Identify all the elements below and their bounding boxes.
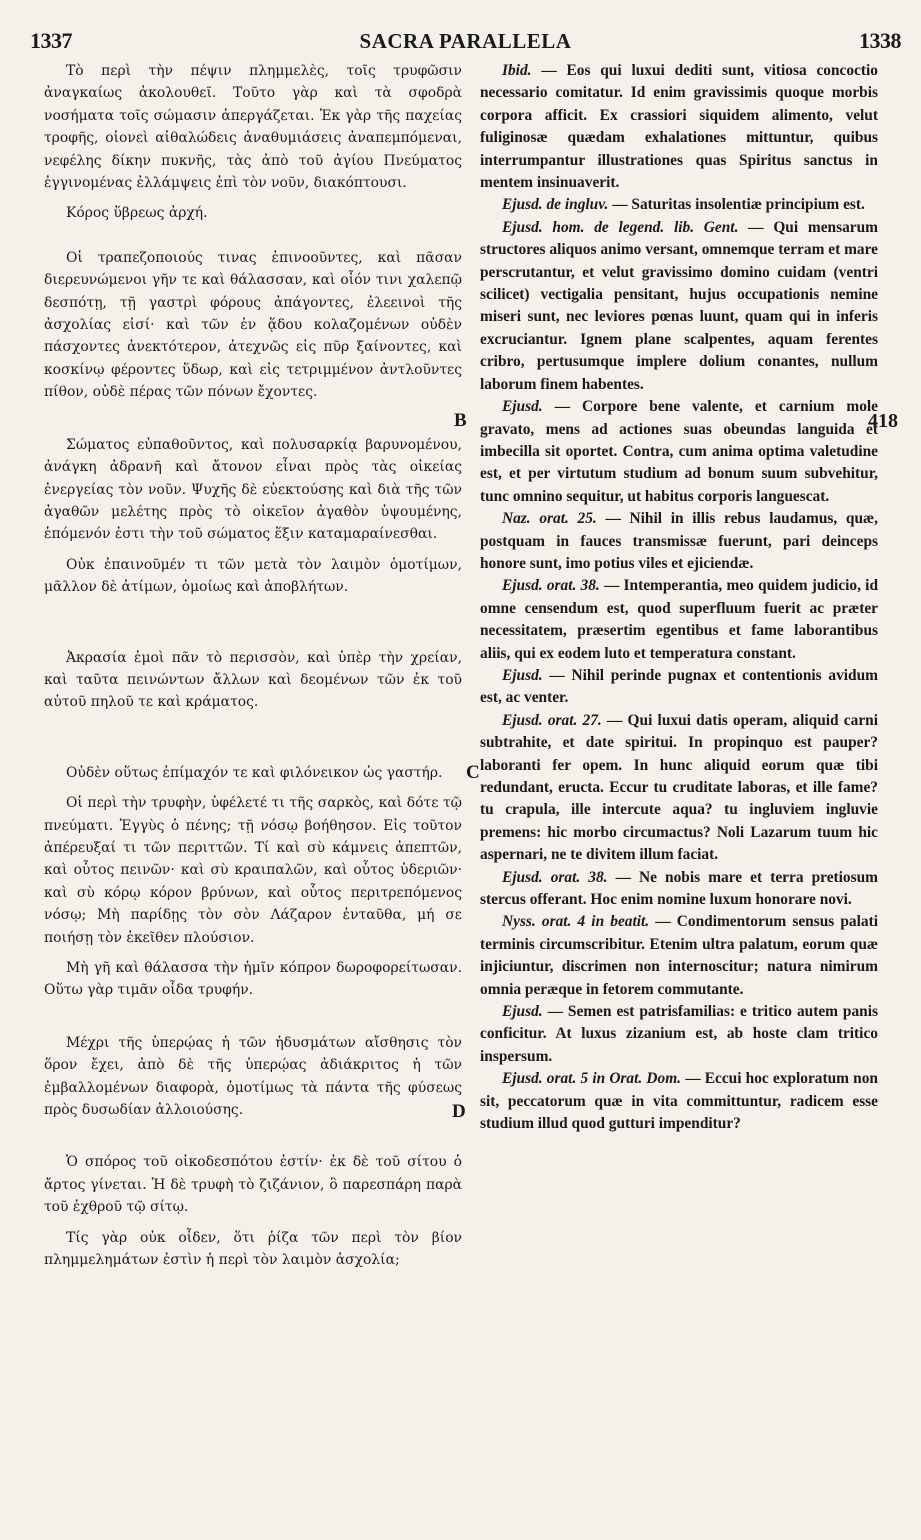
citation: Ibid. (502, 62, 532, 79)
latin-text: — Ne nobis mare et terra pretiosum stercus offerant. Hoc enim nomine luxum honorare novi. (480, 868, 878, 909)
latin-paragraph (480, 665, 878, 710)
greek-paragraph: Οἱ περὶ τὴν τρυφὴν, ὑφέλετέ τι τῆς σαρκὸς, καὶ δότε τῷ πνεύματι. Ἐγγὺς ὁ πένης; τῇ νόσῳ βοήθησον. Εἰς τοῦτον ἀπέρευξαί τι τῶν περιττῶν. Τί καὶ σὺ κάμνεις ἀπεπτῶν, καὶ οὗτος πεινῶν· καὶ σὺ κραιπαλῶν, καὶ οὗτος ὑδεριῶν· καὶ σὺ κόρῳ κόρον βρύνων, καὶ οὗτος περιτρεπόμενος νόσῳ; Μὴ παρίδῃς τὸν σὸν Λάζαρον ἐνταῦθα, μή σε ποιήσῃ τὸν ἐκεῖθεν πλούσιον. (44, 795, 462, 946)
margin-marker-b: B (454, 410, 467, 431)
latin-paragraph (480, 396, 878, 508)
greek-paragraph: Τὸ περὶ τὴν πέψιν πλημμελὲς, τοῖς τρυφῶσιν ἀναγκαίως ἀκολουθεῖ. Τοῦτο γὰρ καὶ τὰ σφοδρὰ νοσήματα τοῖς σώμασιν ἀπεργάζεται. Ἐκ γὰρ τῆς παχείας τροφῆς, οἱονεὶ αἰθαλώδεις ἀναθυμιάσεις ἀναπεμπόμεναι, νεφέλης δίκην πυκνῆς, τὰς ἀπὸ τοῦ ἁγίου Πνεύματος ἐγγινομένας ἐλλάμψεις ἐπὶ τὸν νοῦν, διακόπτουσι. (44, 63, 462, 192)
citation: Ejusd. hom. de legend. lib. Gent. (502, 218, 739, 236)
citation: Ejusd. (502, 398, 543, 416)
citation: Naz. orat. 25. (502, 510, 597, 528)
greek-paragraph: Οὐκ ἐπαινοῦμέν τι τῶν μετὰ τὸν λαιμὸν ὁμοτίμων, μᾶλλον δὲ ἀτίμων, ὁμοίως καὶ ἀποβλήτων. (44, 556, 462, 596)
latin-paragraph (480, 508, 878, 575)
latin-paragraph (480, 217, 878, 396)
latin-text: — Intemperantia, meo quidem judicio, id omne censendum est, quod superfluum fuerit ac præter necessitatem, præsertim egentibus et fame laborantibus aliis, qui ex eodem luto et temperatura constant. (480, 577, 878, 662)
latin-text: — Corpore bene valente, et carnium mole gravato, mens ad actiones suas obeundas languida et imbecilla sit oportet. Contra, cum anima optima valetudine est, et per virtutum studium ad bonum suum subvehitur, tunc omnino sequitur, ut habitus corporis languescat. (480, 398, 878, 505)
citation: Ejusd. orat. 38. (502, 577, 600, 595)
greek-paragraph: Ἀκρασία ἐμοὶ πᾶν τὸ περισσὸν, καὶ ὑπὲρ τὴν χρείαν, καὶ ταῦτα πεινώντων ἄλλων καὶ δεομένων τῶν ἐκ τοῦ αὐτοῦ πηλοῦ τε καὶ κράματος. (44, 649, 462, 711)
greek-paragraph: Οἱ τραπεζοποιούς τινας ἐπινοοῦντες, καὶ πᾶσαν διερευνώμενοι γῆν τε καὶ θάλασσαν, καὶ οἷόν τινι χαλεπῷ δεσπότῃ, τῇ γαστρὶ φόρους ἀπάγοντες, ἐλεεινοὶ τῆς ἀσχολίας εἰσί· καὶ τῶν ἐν ᾅδου κολαζομένων οὐδὲν πάσχοντες ἀνεκτότερον, ἀτεχνῶς εἰς πῦρ ξαίνοντες, καὶ κοσκίνῳ φέροντες ὕδωρ, καὶ εἰς τετριμμένον ἀντλοῦντες πίθον, οὐδὲ πέρας τῶν πόνων ἔχοντες. (44, 249, 462, 401)
greek-paragraph: Σώματος εὐπαθοῦντος, καὶ πολυσαρκίᾳ βαρυνομένου, ἀνάγκη ἀδρανῆ καὶ ἄτονον εἶναι πρὸς τὰς οἰκείας ἐνεργείας τὸν νοῦν. Ψυχῆς δὲ εὐεκτούσης καὶ διὰ τῆς τῶν ἀγαθῶν μελέτης πρὸς τὸ οἰκεῖον ἀγαθὸν ὑψουμένης, ἑπόμενόν ἐστι τὴν τοῦ σώματος ἕξιν καταμαραίνεσθαι. (44, 436, 462, 543)
latin-text: — Nihil in illis rebus laudamus, quæ, postquam in fauces transmissæ fuerunt, pari deinceps honore sunt, imo potius viles et ejiciendæ. (480, 510, 878, 572)
latin-paragraph (480, 1001, 878, 1068)
citation: Ejusd. orat. 38. (502, 868, 608, 886)
latin-paragraph (480, 575, 878, 665)
latin-text: — Nihil perinde pugnax et contentionis avidum est, ac venter. (480, 666, 878, 707)
latin-paragraph (480, 867, 878, 912)
running-header (30, 28, 901, 58)
greek-paragraph: Ὁ σπόρος τοῦ οἰκοδεσπότου ἐστίν· ἐκ δὲ τοῦ σίτου ὁ ἄρτος γίνεται. Ἡ δὲ τρυφὴ τὸ ζιζάνιον, ὃ παρεσπάρη παρὰ τοῦ ἐχθροῦ τῷ σίτῳ. (44, 1154, 462, 1216)
margin-marker-c: C (466, 762, 480, 783)
latin-paragraph (480, 911, 878, 1001)
latin-text: — Saturitas insolentiæ principium est. (608, 196, 865, 214)
citation: Ejusd. (502, 666, 543, 684)
latin-paragraph (480, 1068, 878, 1135)
left-page-number: 1337 (30, 28, 72, 53)
greek-paragraph: Τίς γὰρ οὐκ οἶδεν, ὅτι ῥίζα τῶν περὶ τὸν βίον πλημμελημάτων ἐστὶν ἡ περὶ τὸν λαιμὸν ἀσχολία; (44, 1229, 462, 1269)
latin-text: — Eccui hoc exploratum non sit, peccatorum quæ in vita committuntur, radicem esse studium illud quod gutturi impenditur? (480, 1070, 878, 1133)
greek-paragraph: Κόρος ὕβρεως ἀρχή. (66, 205, 208, 222)
latin-column (480, 60, 878, 1136)
latin-paragraph (480, 710, 878, 867)
latin-paragraph (480, 60, 878, 194)
greek-column (44, 60, 462, 1279)
right-page-number: 1338 (859, 28, 901, 53)
citation: Ejusd. (502, 1003, 543, 1021)
latin-text: — Qui mensarum structores aliquos animo versant, omnemque terram et mare perscrutantur, et velut gravissimo domino cuidam (ventri scilicet) vectigalia pensitant, hujus occupationis nemine miseri sunt, nec leviores pœnas luunt, quam qui in inferis excruciantur. Ignem plane scalpentes, aquam ferentes cribro, pertusumque implere dolium conantes, nullum laborum finem habentes. (480, 218, 878, 393)
greek-paragraph: Οὐδὲν οὕτως ἐπίμαχόν τε καὶ φιλόνεικον ὡς γαστήρ. (66, 764, 443, 781)
margin-marker-d: D (452, 1101, 466, 1122)
column-number: 418 (868, 410, 898, 432)
latin-paragraph (480, 194, 878, 216)
citation: Ejusd. orat. 27. (502, 711, 602, 729)
latin-text: — Semen est patrisfamilias: e tritico autem panis conficitur. At luxus zizanium est, ab hoste clam tritico inspersum. (480, 1003, 878, 1065)
running-title: SACRA PARALLELA (359, 29, 572, 53)
latin-text: — Eos qui luxui dediti sunt, vitiosa concoctio necessario comitatur. Id enim gravissimis quoque morbis corpora afficit. Ex crassiori siquidem alimento, velut fuliginosæ quædam exhalationes mittuntur, quibus interrumpantur illustrationes quas Spiritus sanctus in mentem insinuaverit. (480, 62, 878, 192)
greek-paragraph: Μέχρι τῆς ὑπερῴας ἡ τῶν ἡδυσμάτων αἴσθησις τὸν ὅρον ἔχει, ἀπὸ δὲ τῆς ὑπερῴας ἀδιάκριτος ἡ τῶν ἐμβαλλομένων διαφορὰ, ὁμοτίμως τὰ πάντα τῆς φύσεως πρὸς δυσωδίαν ἀλλοιούσης. (44, 1034, 462, 1119)
citation: Ejusd. de ingluv. (502, 196, 609, 214)
citation: Nyss. orat. 4 in beatit. (502, 913, 650, 931)
greek-paragraph: Μὴ γῆ καὶ θάλασσα τὴν ἡμῖν κόπρον δωροφορείτωσαν. Οὕτω γὰρ τιμᾶν οἶδα τρυφήν. (44, 960, 462, 999)
latin-text: — Condimentorum sensus palati terminis circumscribitur. Etenim ultra palatum, eorum quæ injiciuntur, discrimen non internoscitur; natura nimirum omnia peræque in fetorem commutante. (480, 913, 878, 998)
latin-text: — Qui luxui datis operam, aliquid carni subtrahite, et date spiritui. In propinquo est pauper? laboranti fer opem. In hunc aliquid eorum quæ tibi redundant, eructa. Eccur tu cruditate laboras, et ille fame? tu crapula, ille intercute aqua? tu ingluviem ingluvie premens: hic morbo circumactus? Noli Lazarum tuum hic aspernari, ne te divitem illum faciat. (480, 711, 878, 864)
citation: Ejusd. orat. 5 in Orat. Dom. (502, 1070, 682, 1088)
